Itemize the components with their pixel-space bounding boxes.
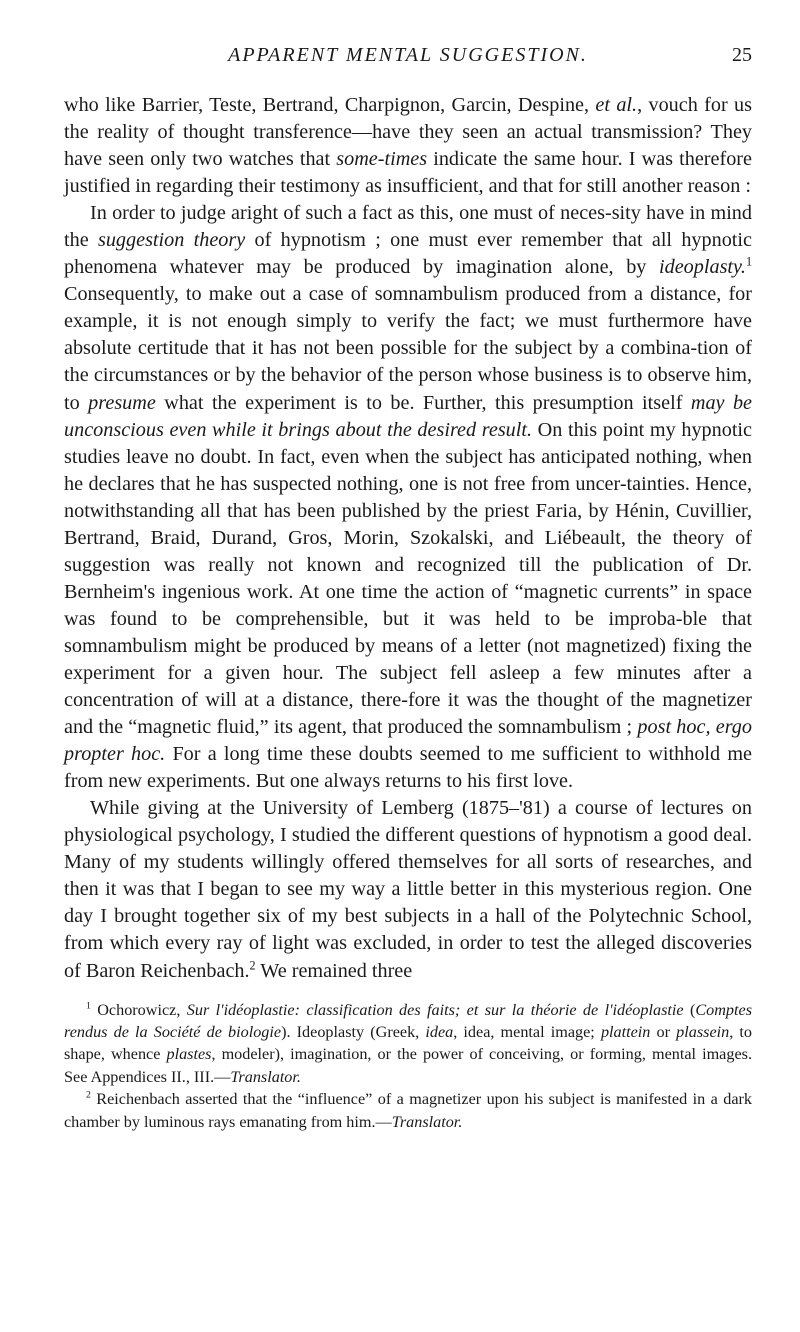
italic-text: suggestion theory bbox=[97, 229, 246, 252]
text-run: or bbox=[650, 1022, 677, 1041]
text-run: For a long time these doubts seemed to me sufficient to withhold me from new experiments. But one always returns to his first love. bbox=[64, 743, 752, 793]
text-run: ( bbox=[683, 1000, 696, 1019]
footnote-marker: 2 bbox=[86, 1089, 91, 1101]
text-run: Ochorowicz, bbox=[90, 1000, 187, 1019]
italic-text: Translator. bbox=[391, 1112, 463, 1131]
text-run: , idea, mental image; bbox=[453, 1022, 601, 1041]
book-page bbox=[64, 44, 752, 1133]
text-run: , to shape, whence bbox=[64, 1022, 753, 1064]
paragraph bbox=[64, 795, 752, 984]
text-run: We remained three bbox=[255, 959, 413, 982]
running-header bbox=[64, 44, 752, 78]
italic-text: plastes bbox=[166, 1045, 212, 1064]
italic-text: plassein bbox=[676, 1022, 730, 1041]
footnotes bbox=[64, 999, 752, 1133]
italic-text: ideoplasty. bbox=[659, 256, 746, 279]
text-run: indicate the same hour. I was therefore justified in regarding their testimony as insufficient, and that for still another reason : bbox=[64, 148, 752, 198]
italic-text: some-times bbox=[336, 148, 428, 171]
page-number: 25 bbox=[732, 44, 752, 66]
footnote-marker: 2 bbox=[249, 957, 256, 972]
italic-text: Comptes rendus de la Société de biologie bbox=[64, 1000, 752, 1041]
text-run: On this point my hypnotic studies leave no doubt. In fact, even when the subject has anticipated nothing, when he declares that he has suspected nothing, one is not free from uncer-tainties. Hence, notwithstanding all that has been published by the priest Faria, by Hénin, Cuvillier, Bertrand, Braid, Durand, Gros, Morin, Szokalski, and Liébeault, the theory of suggestion was really not known and recognized till the publication of Dr. Bernheim's ingenious work. At one time the action of “magnetic currents” in space was found to be comprehensible, but it was held to be improba-ble that somnambulism might be produced by means of a letter (not magnetized) fixing the experiment for a given hour. The subject fell asleep a few minutes after a concentration of will at a distance, there-fore it was the thought of the magnetizer and the “magnetic fluid,” its agent, that produced the somnambulism ; bbox=[64, 418, 752, 739]
italic-text: Translator. bbox=[230, 1067, 301, 1086]
italic-text: idea bbox=[425, 1022, 454, 1041]
text-run: , vouch for us the reality of thought transference—have they seen an actual transmission? They have seen only two watches that bbox=[64, 94, 752, 171]
footnote bbox=[64, 999, 752, 1089]
italic-text: plattein bbox=[600, 1022, 651, 1041]
italic-text: Sur l'idéoplastie: classification des faits; et sur la théorie de l'idéoplastie bbox=[186, 1000, 684, 1019]
text-run: , modeler), imagination, or the power of conceiving, or forming, mental images. See Appendices II., III.— bbox=[64, 1045, 752, 1086]
text-run: In order to judge aright of such a fact as this, one must of neces-sity have in mind the bbox=[64, 202, 752, 252]
italic-text: post hoc, ergo propter hoc. bbox=[64, 716, 752, 766]
footnote-marker: 1 bbox=[745, 254, 752, 269]
paragraph bbox=[64, 200, 752, 795]
italic-text: et al. bbox=[595, 94, 638, 116]
text-run: Consequently, to make out a case of somnambulism produced from a distance, for example, it is not enough simply to verify the fact; we must furthermore have absolute certitude that it has not been possible for the subject by a combina-tion of the circumstances or by the behavior of the person whose business is to observe him, to bbox=[64, 283, 752, 414]
text-run: While giving at the University of Lemberg (1875–'81) a course of lectures on physiological psychology, I studied the different questions of hypnotism a good deal. Many of my students willingly offered themselves for all sorts of researches, and then it was that I began to see my way a little better in this mysterious region. One day I brought together six of my best subjects in a hall of the Polytechnic School, from which every ray of light was excluded, in order to test the alleged discoveries of Baron Reichenbach. bbox=[64, 797, 752, 982]
text-run: what the experiment is to be. Further, this presumption itself bbox=[155, 391, 691, 414]
footnote-marker: 1 bbox=[86, 1000, 91, 1012]
italic-text: presume bbox=[88, 391, 156, 414]
text-run: Reichenbach asserted that the “influence” of a magnetizer upon his subject is manifested in a dark chamber by luminous rays emanating from him.— bbox=[64, 1090, 752, 1131]
running-title: APPARENT MENTAL SUGGESTION. bbox=[228, 44, 588, 66]
italic-text: may be unconscious even while it brings about the desired result. bbox=[64, 391, 753, 441]
text-run: ). Ideoplasty (Greek, bbox=[281, 1022, 426, 1041]
footnote bbox=[64, 1088, 752, 1133]
text-run: of hypnotism ; one must ever remember that all hypnotic phenomena whatever may be produced by imagination alone, by bbox=[64, 229, 752, 279]
paragraph bbox=[64, 92, 752, 200]
body-text bbox=[64, 92, 752, 985]
text-run: who like Barrier, Teste, Bertrand, Charpignon, Garcin, Despine, bbox=[64, 94, 596, 116]
